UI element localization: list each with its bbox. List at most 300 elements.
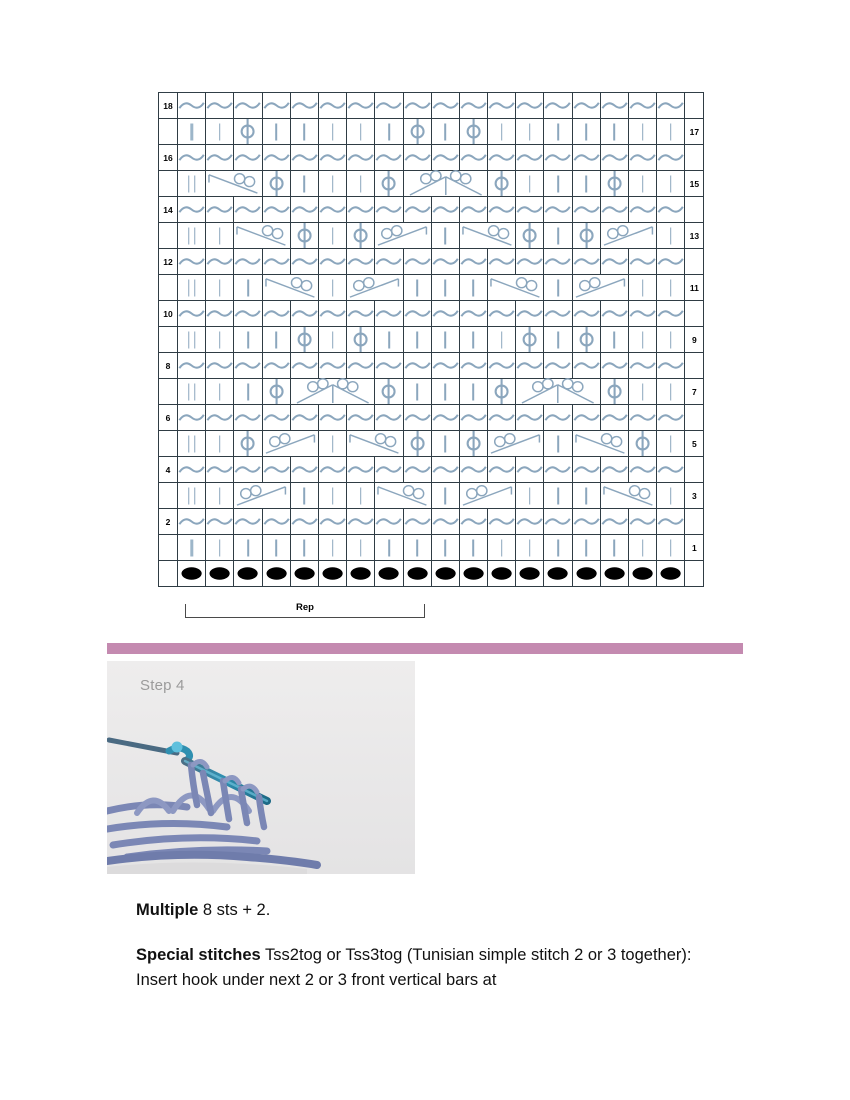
- chart-cell: [516, 509, 544, 535]
- chart-cell: [488, 353, 516, 379]
- chart-cell: [657, 119, 685, 145]
- chart-cell: [657, 249, 685, 275]
- chart-cell: [234, 353, 262, 379]
- chart-cell: [403, 301, 431, 327]
- tss-stitch-icon: [432, 483, 459, 508]
- return-stitch-icon: [206, 353, 233, 378]
- chart-cell: [375, 457, 403, 483]
- chart-cell: [403, 171, 488, 197]
- tss2tog-left-icon: [347, 431, 402, 456]
- return-stitch-icon: [573, 145, 600, 170]
- return-stitch-icon: [573, 509, 600, 534]
- chart-cell: [572, 405, 600, 431]
- chart-cell: [572, 249, 600, 275]
- chart-cell: [318, 457, 346, 483]
- chart-cell: [516, 249, 544, 275]
- tss-stitch-icon: [629, 379, 656, 404]
- tss-stitch-icon: [263, 327, 290, 352]
- chart-cell: [262, 353, 290, 379]
- chart-cell: [572, 561, 600, 587]
- chart-row: [159, 483, 704, 509]
- return-stitch-icon: [178, 249, 205, 274]
- chart-cell: [431, 197, 459, 223]
- row-number-left: 14: [159, 197, 178, 223]
- tss-stitch-icon: [629, 535, 656, 560]
- chart-cell: [347, 145, 375, 171]
- chart-cell: [516, 483, 544, 509]
- tss-stitch-icon: [544, 535, 571, 560]
- chart-cell: [459, 509, 487, 535]
- return-stitch-icon: [488, 249, 515, 274]
- return-stitch-icon: [375, 249, 402, 274]
- return-stitch-icon: [544, 145, 571, 170]
- chart-cell: [600, 405, 628, 431]
- chain-stitch-icon: [234, 561, 261, 586]
- return-stitch-icon: [206, 145, 233, 170]
- chart-cell: [657, 431, 685, 457]
- tss2tog-left-icon: [601, 483, 656, 508]
- chart-row: [159, 561, 704, 587]
- return-stitch-icon: [234, 405, 261, 430]
- return-stitch-icon: [375, 509, 402, 534]
- return-stitch-icon: [573, 93, 600, 118]
- chart-cell: [347, 353, 375, 379]
- chart-cell: [572, 457, 600, 483]
- row-number-right: [685, 301, 704, 327]
- chart-cell: [600, 535, 628, 561]
- row-number-left: [159, 223, 178, 249]
- chart-cell: [600, 483, 656, 509]
- chart-cell: [516, 171, 544, 197]
- chart-cell: [657, 223, 685, 249]
- row-number-right: [685, 93, 704, 119]
- chart-cell: [431, 93, 459, 119]
- chart-cell: [318, 93, 346, 119]
- chart-cell: [206, 561, 234, 587]
- yarn-over-icon: [234, 431, 261, 456]
- yarn-over-icon: [375, 171, 402, 196]
- return-stitch-icon: [601, 509, 628, 534]
- return-stitch-icon: [319, 509, 346, 534]
- return-stitch-icon: [573, 405, 600, 430]
- chart-cell: [375, 561, 403, 587]
- chart-cell: [431, 431, 459, 457]
- tss-stitch-icon: [206, 535, 233, 560]
- tss-stitch-icon: [375, 119, 402, 144]
- chart-cell: [516, 405, 544, 431]
- chart-cell: [516, 561, 544, 587]
- return-stitch-icon: [488, 457, 515, 482]
- chart-cell: [600, 509, 628, 535]
- chart-cell: [290, 353, 318, 379]
- chart-cell: [431, 353, 459, 379]
- chart-cell: [600, 249, 628, 275]
- chart-cell: [629, 431, 657, 457]
- return-stitch-icon: [263, 509, 290, 534]
- chart-cell: [600, 457, 628, 483]
- chart-cell: [657, 93, 685, 119]
- chart-cell: [290, 509, 318, 535]
- row-number-right: 17: [685, 119, 704, 145]
- return-stitch-icon: [601, 93, 628, 118]
- chart-cell: [318, 327, 346, 353]
- tss-stitch-icon: [460, 535, 487, 560]
- row-number-left: [159, 483, 178, 509]
- tss2tog-left-icon: [206, 171, 261, 196]
- chart-cell: [544, 275, 572, 301]
- row-number-left: [159, 379, 178, 405]
- return-stitch-icon: [629, 509, 656, 534]
- chart-cell: [629, 249, 657, 275]
- chart-cell: [459, 327, 487, 353]
- chart-cell: [459, 93, 487, 119]
- chart-cell: [488, 93, 516, 119]
- tss-stitch-icon: [263, 119, 290, 144]
- return-stitch-icon: [432, 197, 459, 222]
- return-stitch-icon: [263, 301, 290, 326]
- tss-stitch-icon: [432, 379, 459, 404]
- chart-cell: [516, 119, 544, 145]
- chart-cell: [572, 535, 600, 561]
- tss-stitch-icon: [263, 535, 290, 560]
- chart-cell: [629, 171, 657, 197]
- tss-stitch-icon: [573, 483, 600, 508]
- tss-stitch-icon: [601, 327, 628, 352]
- chart-cell: [262, 431, 318, 457]
- return-stitch-icon: [234, 301, 261, 326]
- tss-stitch-icon: [234, 379, 261, 404]
- chart-cell: [488, 561, 516, 587]
- return-stitch-icon: [263, 353, 290, 378]
- tss-stitch-icon: [544, 119, 571, 144]
- return-stitch-icon: [629, 93, 656, 118]
- chart-cell: [600, 197, 628, 223]
- return-stitch-icon: [263, 457, 290, 482]
- chart-cell: [290, 457, 318, 483]
- chain-stitch-icon: [432, 561, 459, 586]
- tss2tog-right-icon: [460, 483, 515, 508]
- return-stitch-icon: [460, 457, 487, 482]
- tss-stitch-icon: [432, 223, 459, 248]
- return-stitch-icon: [206, 405, 233, 430]
- tss-double-edge-stitch-icon: [178, 223, 205, 248]
- chart-cell: [290, 223, 318, 249]
- tss-stitch-icon: [206, 483, 233, 508]
- tss-stitch-icon: [319, 171, 346, 196]
- row-number-left: [159, 327, 178, 353]
- yarn-over-icon: [234, 119, 261, 144]
- tss2tog-right-icon: [488, 431, 543, 456]
- chart-cell: [375, 93, 403, 119]
- yarn-over-icon: [629, 431, 656, 456]
- tss-stitch-icon: [657, 119, 684, 144]
- chart-cell: [459, 119, 487, 145]
- chart-cell: [375, 249, 403, 275]
- tss-stitch-icon: [319, 119, 346, 144]
- chart-cell: [657, 171, 685, 197]
- row-number-right: 9: [685, 327, 704, 353]
- chart-cell: [459, 301, 487, 327]
- yarn-over-icon: [601, 379, 628, 404]
- stitch-chart-grid: [158, 92, 704, 587]
- yarn-over-icon: [375, 379, 402, 404]
- chart-cell: [657, 197, 685, 223]
- chart-row: [159, 119, 704, 145]
- chart-cell: [318, 249, 346, 275]
- return-stitch-icon: [404, 197, 431, 222]
- yarn-over-icon: [347, 327, 374, 352]
- chart-cell: [488, 275, 544, 301]
- tss-stitch-icon: [206, 223, 233, 248]
- return-stitch-icon: [263, 405, 290, 430]
- tss2tog-right-icon: [263, 431, 318, 456]
- chart-cell: [488, 171, 516, 197]
- tss-stitch-icon: [573, 119, 600, 144]
- tss-stitch-icon: [657, 431, 684, 456]
- chart-cell: [375, 301, 403, 327]
- chart-cell: [572, 171, 600, 197]
- chart-cell: [262, 275, 318, 301]
- chart-cell: [262, 535, 290, 561]
- chart-cell: [290, 379, 375, 405]
- return-stitch-icon: [432, 145, 459, 170]
- tss-stitch-icon: [404, 535, 431, 560]
- yarn-over-icon: [488, 171, 515, 196]
- chart-cell: [516, 223, 544, 249]
- row-number-left: 8: [159, 353, 178, 379]
- row-number-right: [685, 249, 704, 275]
- return-stitch-icon: [375, 457, 402, 482]
- chart-cell: [375, 483, 431, 509]
- return-stitch-icon: [319, 353, 346, 378]
- tss-stitch-icon: [516, 535, 543, 560]
- tss-stitch-icon: [516, 119, 543, 144]
- tss-stitch-icon: [544, 431, 571, 456]
- row-number-right: 3: [685, 483, 704, 509]
- tss2tog-right-icon: [573, 275, 628, 300]
- chart-cell: [206, 405, 234, 431]
- chart-cell: [375, 379, 403, 405]
- chart-cell: [262, 119, 290, 145]
- row-number-left: [159, 275, 178, 301]
- chart-cell: [375, 223, 431, 249]
- tss-stitch-icon: [601, 535, 628, 560]
- chart-cell: [403, 249, 431, 275]
- chart-cell: [600, 353, 628, 379]
- chart-cell: [206, 483, 234, 509]
- row-number-right: [685, 457, 704, 483]
- repeat-label: Rep: [292, 602, 318, 613]
- chart-cell: [206, 145, 234, 171]
- chart-cell: [572, 353, 600, 379]
- chart-cell: [488, 379, 516, 405]
- return-stitch-icon: [629, 197, 656, 222]
- return-stitch-icon: [460, 353, 487, 378]
- chart-cell: [318, 171, 346, 197]
- return-stitch-icon: [347, 197, 374, 222]
- row-number-left: 18: [159, 93, 178, 119]
- return-stitch-icon: [319, 93, 346, 118]
- chart-cell: [178, 353, 206, 379]
- tss-stitch-icon: [291, 483, 318, 508]
- tss-stitch-icon: [234, 275, 261, 300]
- return-stitch-icon: [657, 93, 684, 118]
- return-stitch-icon: [178, 457, 205, 482]
- chart-cell: [178, 223, 206, 249]
- chart-cell: [262, 405, 290, 431]
- chart-cell: [206, 301, 234, 327]
- tss-stitch-icon: [657, 275, 684, 300]
- return-stitch-icon: [291, 457, 318, 482]
- chart-cell: [375, 353, 403, 379]
- row-number-right: [685, 561, 704, 587]
- chart-cell: [206, 275, 234, 301]
- chart-cell: [290, 301, 318, 327]
- tss-stitch-icon: [488, 119, 515, 144]
- tss-edge-stitch-icon: [178, 119, 205, 144]
- chart-cell: [375, 405, 403, 431]
- chart-cell: [290, 327, 318, 353]
- chart-cell: [375, 327, 403, 353]
- chart-cell: [234, 431, 262, 457]
- tss-stitch-icon: [432, 327, 459, 352]
- chart-row: [159, 275, 704, 301]
- return-stitch-icon: [657, 509, 684, 534]
- chain-stitch-icon: [573, 561, 600, 586]
- chart-cell: [206, 223, 234, 249]
- tss-stitch-icon: [460, 275, 487, 300]
- return-stitch-icon: [432, 301, 459, 326]
- chart-cell: [403, 379, 431, 405]
- chart-cell: [234, 561, 262, 587]
- tss-stitch-icon: [544, 327, 571, 352]
- return-stitch-icon: [657, 301, 684, 326]
- chart-cell: [262, 509, 290, 535]
- tss-stitch-icon: [488, 535, 515, 560]
- multiple-value: 8 sts + 2.: [198, 901, 271, 919]
- return-stitch-icon: [460, 509, 487, 534]
- chart-cell: [600, 327, 628, 353]
- chart-cell: [206, 197, 234, 223]
- chart-cell: [318, 145, 346, 171]
- return-stitch-icon: [657, 249, 684, 274]
- tss-stitch-icon: [629, 327, 656, 352]
- chart-cell: [290, 535, 318, 561]
- tss-stitch-icon: [601, 119, 628, 144]
- row-number-right: [685, 509, 704, 535]
- tss-stitch-icon: [432, 535, 459, 560]
- return-stitch-icon: [234, 145, 261, 170]
- chart-row: [159, 223, 704, 249]
- return-stitch-icon: [234, 197, 261, 222]
- chart-cell: [318, 431, 346, 457]
- chart-cell: [318, 535, 346, 561]
- return-stitch-icon: [629, 457, 656, 482]
- yarn-over-icon: [291, 327, 318, 352]
- return-stitch-icon: [206, 249, 233, 274]
- multiple-line: [136, 898, 736, 923]
- chart-cell: [347, 197, 375, 223]
- return-stitch-icon: [516, 249, 543, 274]
- return-stitch-icon: [234, 509, 261, 534]
- row-number-right: [685, 405, 704, 431]
- return-stitch-icon: [432, 509, 459, 534]
- chart-cell: [262, 171, 290, 197]
- chart-cell: [178, 145, 206, 171]
- chart-cell: [178, 431, 206, 457]
- chart-cell: [629, 457, 657, 483]
- row-number-right: 1: [685, 535, 704, 561]
- return-stitch-icon: [488, 301, 515, 326]
- tss-stitch-icon: [347, 119, 374, 144]
- chart-cell: [431, 145, 459, 171]
- return-stitch-icon: [347, 145, 374, 170]
- tss-stitch-icon: [657, 483, 684, 508]
- chart-cell: [459, 249, 487, 275]
- chart-cell: [600, 561, 628, 587]
- return-stitch-icon: [516, 93, 543, 118]
- chart-cell: [572, 275, 628, 301]
- return-stitch-icon: [488, 353, 515, 378]
- chart-cell: [516, 457, 544, 483]
- chart-cell: [347, 405, 375, 431]
- chart-cell: [178, 275, 206, 301]
- chart-cell: [657, 327, 685, 353]
- chart-row: [159, 249, 704, 275]
- chart-cell: [318, 197, 346, 223]
- chart-cell: [178, 483, 206, 509]
- return-stitch-icon: [291, 249, 318, 274]
- return-stitch-icon: [657, 145, 684, 170]
- tss-stitch-icon: [319, 275, 346, 300]
- return-stitch-icon: [291, 93, 318, 118]
- step-photo: [107, 661, 415, 874]
- chart-cell: [459, 405, 487, 431]
- chain-stitch-icon: [516, 561, 543, 586]
- return-stitch-icon: [234, 353, 261, 378]
- chart-cell: [544, 223, 572, 249]
- chart-cell: [459, 379, 487, 405]
- chart-cell: [459, 431, 487, 457]
- return-stitch-icon: [291, 405, 318, 430]
- chart-cell: [657, 379, 685, 405]
- row-number-right: 13: [685, 223, 704, 249]
- chart-cell: [488, 457, 516, 483]
- chart-cell: [290, 119, 318, 145]
- row-number-right: [685, 197, 704, 223]
- chart-cell: [318, 509, 346, 535]
- tss-stitch-icon: [375, 535, 402, 560]
- tss-double-edge-stitch-icon: [178, 431, 205, 456]
- tss-stitch-icon: [234, 327, 261, 352]
- chart-cell: [459, 535, 487, 561]
- return-stitch-icon: [516, 353, 543, 378]
- return-stitch-icon: [404, 93, 431, 118]
- chart-cell: [544, 509, 572, 535]
- return-stitch-icon: [516, 405, 543, 430]
- chart-cell: [629, 119, 657, 145]
- return-stitch-icon: [432, 249, 459, 274]
- chart-cell: [403, 327, 431, 353]
- chart-cell: [178, 457, 206, 483]
- chain-stitch-icon: [263, 561, 290, 586]
- tss-stitch-icon: [432, 275, 459, 300]
- chart-cell: [290, 197, 318, 223]
- return-stitch-icon: [573, 249, 600, 274]
- tss-stitch-icon: [544, 483, 571, 508]
- chart-row: [159, 93, 704, 119]
- chart-cell: [516, 353, 544, 379]
